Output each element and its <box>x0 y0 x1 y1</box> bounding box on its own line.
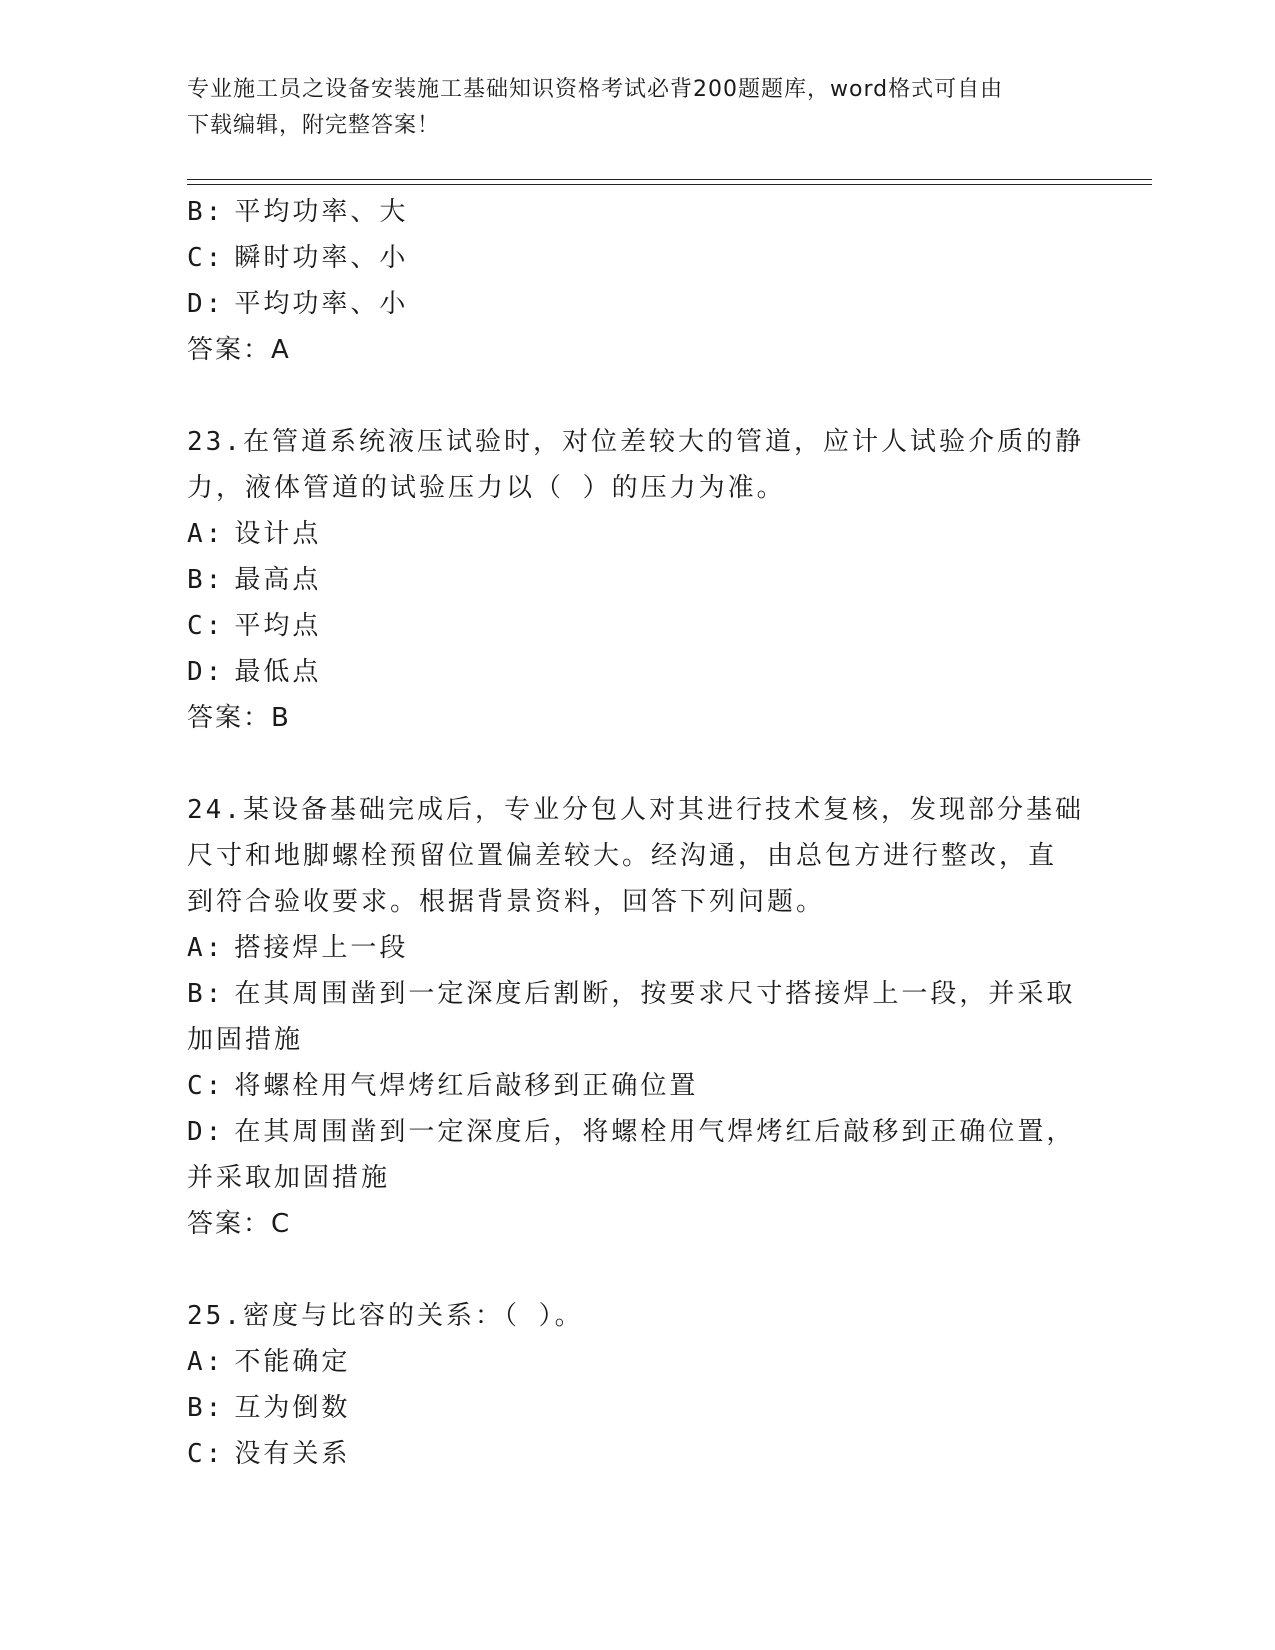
option-d-continued: 并采取加固措施 <box>187 1163 391 1193</box>
header-divider-bottom <box>187 184 1152 185</box>
option-c: C: 瞬时功率、小 <box>187 243 409 273</box>
option-b-continued: 加固措施 <box>187 1025 304 1055</box>
header-divider-top <box>187 179 1152 180</box>
question-25 <box>187 1293 1087 1477</box>
option-a: A: 设计点 <box>187 519 322 549</box>
option-a: A: 搭接焊上一段 <box>187 933 409 963</box>
option-b: B: 在其周围凿到一定深度后割断，按要求尺寸搭接焊上一段，并采取 <box>187 979 1076 1009</box>
option-c: C: 没有关系 <box>187 1439 351 1469</box>
document-header <box>187 72 1067 144</box>
question-stem-line: 到符合验收要求。根据背景资料，回答下列问题。 <box>187 887 826 917</box>
option-b: B: 互为倒数 <box>187 1393 351 1423</box>
question-22 <box>187 189 1087 373</box>
question-stem-line: 尺寸和地脚螺栓预留位置偏差较大。经沟通，由总包方进行整改，直 <box>187 841 1058 871</box>
question-stem-line: 力，液体管道的试验压力以（ ）的压力为准。 <box>187 473 786 503</box>
option-d: D: 在其周围凿到一定深度后，将螺栓用气焊烤红后敲移到正确位置， <box>187 1117 1076 1147</box>
question-stem-line: 23.在管道系统液压试验时，对位差较大的管道，应计人试验介质的静 <box>187 427 1084 457</box>
option-b: B: 最高点 <box>187 565 322 595</box>
answer: 答案：C <box>187 1209 292 1239</box>
answer: 答案：A <box>187 335 291 365</box>
option-b: B: 平均功率、大 <box>187 197 409 227</box>
header-line-2: 下载编辑，附完整答案！ <box>187 113 441 138</box>
option-c: C: 将螺栓用气焊烤红后敲移到正确位置 <box>187 1071 699 1101</box>
question-list <box>187 189 1087 1477</box>
option-c: C: 平均点 <box>187 611 322 641</box>
question-stem-line: 24.某设备基础完成后，专业分包人对其进行技术复核，发现部分基础 <box>187 795 1084 825</box>
option-d: D: 最低点 <box>187 657 322 687</box>
option-d: D: 平均功率、小 <box>187 289 409 319</box>
header-line-1: 专业施工员之设备安装施工基础知识资格考试必背200题题库，word格式可自由 <box>187 77 1004 102</box>
question-23 <box>187 419 1087 741</box>
option-a: A: 不能确定 <box>187 1347 351 1377</box>
question-24 <box>187 787 1087 1247</box>
question-stem-line: 25.密度与比容的关系：（ ）。 <box>187 1301 584 1331</box>
answer: 答案：B <box>187 703 291 733</box>
